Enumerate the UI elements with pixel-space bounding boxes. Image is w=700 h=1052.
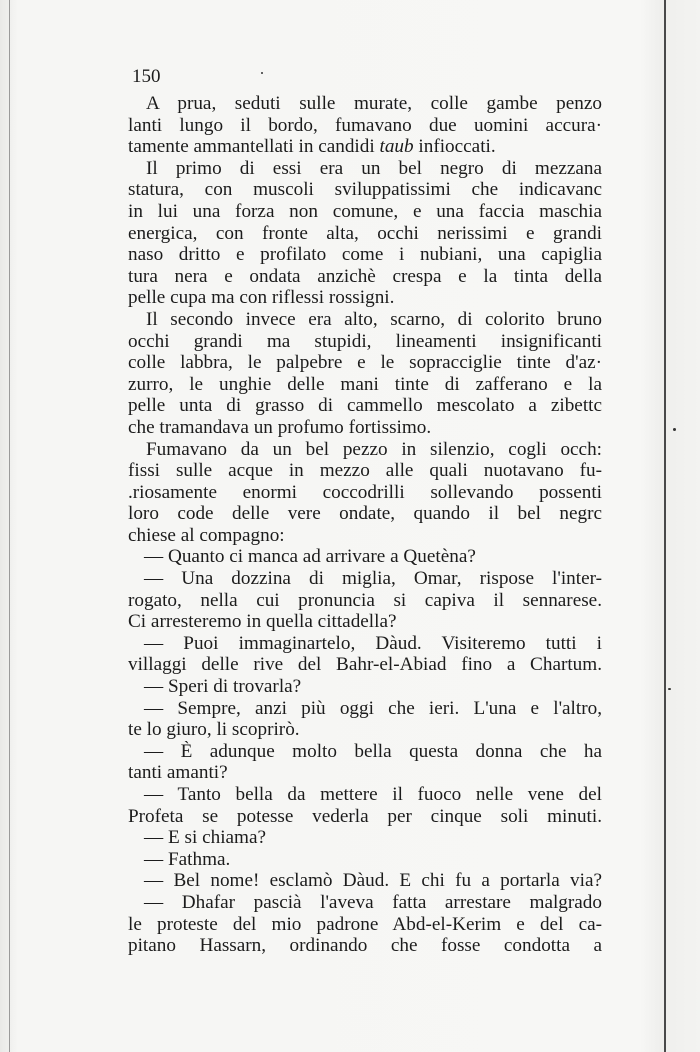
text-line: pitano Hassarn, ordinando che fosse condotta a	[128, 935, 602, 957]
text-line: naso dritto e profilato come i nubiani, una capiglia	[128, 244, 602, 266]
text-line: Il secondo invece era alto, scarno, di colorito bruno	[146, 308, 602, 330]
dialogue-line: — Sempre, anzi più oggi che ieri. L'una e l'altro,	[144, 697, 602, 719]
dialogue-line: — Una dozzina di miglia, Omar, rispose l'inter-	[144, 568, 602, 590]
text-line: zurro, le unghie delle mani tinte di zafferano e la	[128, 373, 602, 395]
text-line: colle labbra, le palpebre e le sopracciglie tinte d'az·	[128, 352, 602, 374]
text-line: tura nera e ondata anzichè crespa e la tinta della	[128, 265, 602, 287]
text-line: rogato, nella cui pronuncia si capiva il sennarese.	[128, 589, 602, 611]
text-line: che tramandava un profumo fortissimo.	[128, 416, 432, 438]
text-line: .riosamente enormi coccodrilli sollevando possenti	[128, 481, 602, 503]
dialogue-line: — Fathma.	[144, 848, 231, 870]
print-speck	[261, 72, 263, 74]
text-line: fissi sulle acque in mezzo alle quali nuotavano fu-	[128, 460, 602, 482]
text-line: occhi grandi ma stupidi, lineamenti insignificanti	[128, 330, 602, 352]
text-line: te lo giuro, li scoprirò.	[128, 719, 300, 741]
print-speck	[673, 428, 676, 431]
text-fragment: infioccati.	[413, 136, 496, 158]
dialogue-line: — È adunque molto bella questa donna che ha	[144, 740, 602, 762]
text-line: pelle cupa ma con riflessi rossigni.	[128, 287, 395, 309]
print-speck	[668, 688, 671, 690]
text-line: villaggi delle rive del Bahr-el-Abiad fino a Chartum.	[128, 654, 602, 676]
dialogue-line: — E si chiama?	[144, 827, 267, 849]
dialogue-line: — Dhafar pascià l'aveva fatta arrestare malgrado	[144, 891, 602, 913]
text-line: pelle unta di grasso di cammello mescolato a zibettc	[128, 395, 602, 417]
page-text	[128, 93, 602, 957]
text-line: statura, con muscoli sviluppatissimi che indicavanc	[128, 179, 602, 201]
page-binding-edge	[664, 0, 666, 1052]
page-number: 150	[132, 66, 161, 87]
text-line: Profeta se potesse vederla per cinque soli minuti.	[128, 805, 602, 827]
page-left-edge	[9, 0, 10, 1052]
text-line: le proteste del mio padrone Abd-el-Kerim e del ca-	[128, 913, 602, 935]
dialogue-line: — Speri di trovarla?	[144, 676, 302, 698]
text-line: A prua, seduti sulle murate, colle gambe penzo	[146, 93, 602, 114]
text-line: lanti lungo il bordo, fumavano due uomini accura·	[128, 114, 602, 136]
dialogue-line: — Puoi immaginartelo, Dàud. Visiteremo tutti i	[144, 632, 602, 654]
text-line: Il primo di essi era un bel negro di mezzana	[146, 157, 602, 179]
text-line	[128, 136, 602, 158]
text-line: Fumavano da un bel pezzo in silenzio, cogli occh:	[146, 438, 602, 460]
dialogue-line: — Bel nome! esclamò Dàud. E chi fu a portarla via?	[144, 870, 602, 892]
text-line: loro code delle vere ondate, quando il bel negrc	[128, 503, 602, 525]
text-line: Ci arresteremo in quella cittadella?	[128, 611, 397, 633]
text-line: energica, con fronte alta, occhi nerissimi e grandi	[128, 222, 602, 244]
text-line: in lui una forza non comune, e una faccia maschia	[128, 200, 602, 222]
italic-term: taub	[379, 136, 414, 158]
text-line: tanti amanti?	[128, 762, 228, 784]
text-line: chiese al compagno:	[128, 524, 285, 546]
dialogue-line: — Quanto ci manca ad arrivare a Quetèna?	[144, 546, 476, 568]
dialogue-line: — Tanto bella da mettere il fuoco nelle vene del	[144, 784, 602, 805]
text-fragment: tamente ammantellati in candidi	[128, 136, 375, 158]
